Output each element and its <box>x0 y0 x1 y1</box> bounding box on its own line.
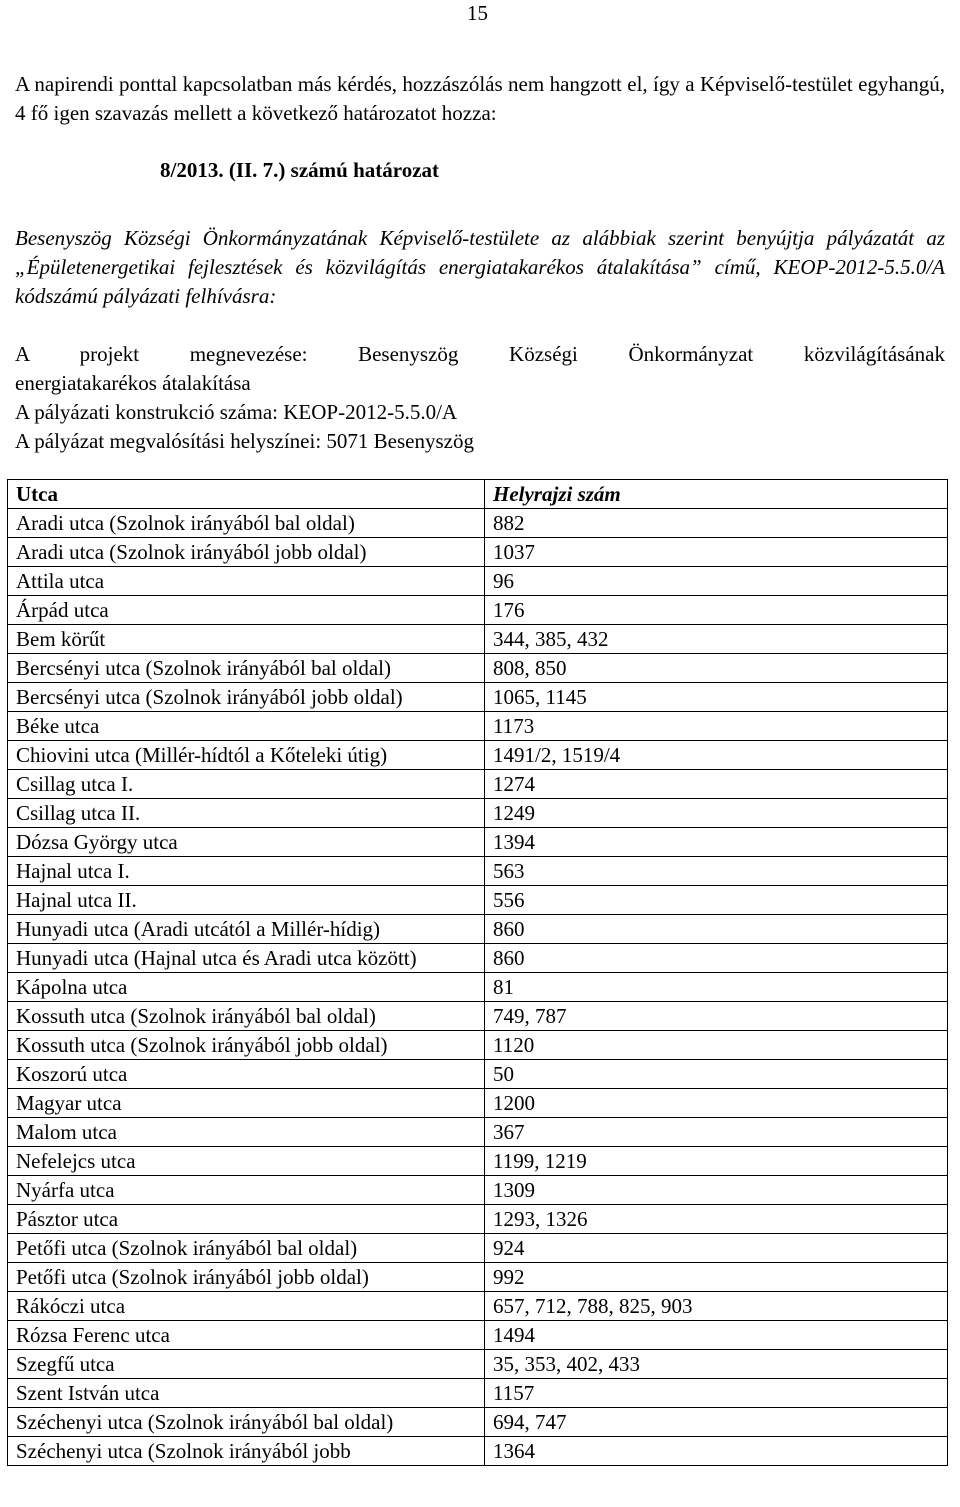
lot-number-cell: 1199, 1219 <box>485 1147 948 1176</box>
implementation-locations: A pályázat megvalósítási helyszínei: 5071 Besenyszög <box>15 429 474 453</box>
lot-number-cell: 860 <box>485 944 948 973</box>
decision-paragraph: Besenyszög Községi Önkormányzatának Képviselő-testülete az alábbiak szerint benyújtja pályázatát az „Épületenergetikai fejlesztések és közvilágítás energiatakarékos átalakítása” című, KEOP-2012-5.5.0/A kódszámú pályázati felhívásra: <box>15 226 945 308</box>
lot-number-cell: 1491/2, 1519/4 <box>485 741 948 770</box>
lot-number-cell: 556 <box>485 886 948 915</box>
lot-number-cell: 81 <box>485 973 948 1002</box>
table-row <box>8 915 948 944</box>
page-number: 15 <box>467 1 488 25</box>
street-name-cell: Koszorú utca <box>8 1060 485 1089</box>
street-name-cell: Bercsényi utca (Szolnok irányából bal oldal) <box>8 654 485 683</box>
construction-number: A pályázati konstrukció száma: KEOP-2012-5.5.0/A <box>15 400 458 424</box>
street-name-cell: Széchenyi utca (Szolnok irányából bal oldal) <box>8 1408 485 1437</box>
table-row <box>8 567 948 596</box>
street-name-cell: Chiovini utca (Millér-hídtól a Kőteleki útig) <box>8 741 485 770</box>
street-name-cell: Kápolna utca <box>8 973 485 1002</box>
table-row <box>8 828 948 857</box>
lot-number-cell: 992 <box>485 1263 948 1292</box>
street-name-cell: Petőfi utca (Szolnok irányából jobb oldal) <box>8 1263 485 1292</box>
table-row <box>8 770 948 799</box>
street-name-cell: Nyárfa utca <box>8 1176 485 1205</box>
intro-paragraph: A napirendi ponttal kapcsolatban más kérdés, hozzászólás nem hangzott el, így a Képviselő-testület egyhangú, 4 fő igen szavazás mellett a következő határozatot hozza: <box>15 72 945 125</box>
street-name-cell: Hajnal utca II. <box>8 886 485 915</box>
lot-number-cell: 1394 <box>485 828 948 857</box>
lot-number-cell: 1309 <box>485 1176 948 1205</box>
table-row <box>8 1321 948 1350</box>
table-row <box>8 944 948 973</box>
table-row <box>8 509 948 538</box>
table-header-row <box>8 480 948 509</box>
table-row <box>8 1437 948 1466</box>
header-lot-number: Helyrajzi szám <box>485 480 948 509</box>
table-body <box>8 509 948 1466</box>
street-name-cell: Rákóczi utca <box>8 1292 485 1321</box>
street-name-cell: Csillag utca I. <box>8 770 485 799</box>
street-name-cell: Magyar utca <box>8 1089 485 1118</box>
lot-number-cell: 176 <box>485 596 948 625</box>
lot-number-cell: 1200 <box>485 1089 948 1118</box>
street-name-cell: Aradi utca (Szolnok irányából bal oldal) <box>8 509 485 538</box>
lot-number-cell: 1065, 1145 <box>485 683 948 712</box>
lot-number-cell: 924 <box>485 1234 948 1263</box>
table-row <box>8 886 948 915</box>
street-name-cell: Rózsa Ferenc utca <box>8 1321 485 1350</box>
streets-table <box>7 479 948 1466</box>
table-row <box>8 857 948 886</box>
lot-number-cell: 1274 <box>485 770 948 799</box>
lot-number-cell: 882 <box>485 509 948 538</box>
lot-number-cell: 694, 747 <box>485 1408 948 1437</box>
lot-number-cell: 563 <box>485 857 948 886</box>
table-row <box>8 1002 948 1031</box>
street-name-cell: Bem körűt <box>8 625 485 654</box>
table-row <box>8 1147 948 1176</box>
lot-number-cell: 749, 787 <box>485 1002 948 1031</box>
table-row <box>8 1350 948 1379</box>
street-name-cell: Hunyadi utca (Aradi utcától a Millér-hídig) <box>8 915 485 944</box>
table-row <box>8 1292 948 1321</box>
lot-number-cell: 860 <box>485 915 948 944</box>
table-row <box>8 538 948 567</box>
lot-number-cell: 367 <box>485 1118 948 1147</box>
street-name-cell: Pásztor utca <box>8 1205 485 1234</box>
street-name-cell: Szegfű utca <box>8 1350 485 1379</box>
lot-number-cell: 344, 385, 432 <box>485 625 948 654</box>
lot-number-cell: 808, 850 <box>485 654 948 683</box>
street-name-cell: Széchenyi utca (Szolnok irányából jobb <box>8 1437 485 1466</box>
street-name-cell: Bercsényi utca (Szolnok irányából jobb oldal) <box>8 683 485 712</box>
street-name-cell: Malom utca <box>8 1118 485 1147</box>
lot-number-cell: 1037 <box>485 538 948 567</box>
table-row <box>8 625 948 654</box>
lot-number-cell: 50 <box>485 1060 948 1089</box>
resolution-title: 8/2013. (II. 7.) számú határozat <box>160 158 440 182</box>
table-row <box>8 741 948 770</box>
table-row <box>8 1031 948 1060</box>
lot-number-cell: 657, 712, 788, 825, 903 <box>485 1292 948 1321</box>
table-row <box>8 1060 948 1089</box>
street-name-cell: Csillag utca II. <box>8 799 485 828</box>
lot-number-cell: 1120 <box>485 1031 948 1060</box>
street-name-cell: Árpád utca <box>8 596 485 625</box>
table-row <box>8 1234 948 1263</box>
street-name-cell: Attila utca <box>8 567 485 596</box>
table-row <box>8 1263 948 1292</box>
project-name-line2: energiatakarékos átalakítása <box>15 371 251 395</box>
street-name-cell: Kossuth utca (Szolnok irányából bal oldal) <box>8 1002 485 1031</box>
lot-number-cell: 1157 <box>485 1379 948 1408</box>
header-street: Utca <box>8 480 485 509</box>
table-row <box>8 1118 948 1147</box>
lot-number-cell: 1173 <box>485 712 948 741</box>
project-name-line1: A projekt megnevezése: Besenyszög Községi Önkormányzat közvilágításának <box>15 342 945 366</box>
street-name-cell: Hunyadi utca (Hajnal utca és Aradi utca között) <box>8 944 485 973</box>
table-row <box>8 973 948 1002</box>
table-row <box>8 1379 948 1408</box>
table-row <box>8 683 948 712</box>
street-name-cell: Aradi utca (Szolnok irányából jobb oldal) <box>8 538 485 567</box>
lot-number-cell: 1293, 1326 <box>485 1205 948 1234</box>
lot-number-cell: 35, 353, 402, 433 <box>485 1350 948 1379</box>
lot-number-cell: 1364 <box>485 1437 948 1466</box>
table-row <box>8 596 948 625</box>
street-name-cell: Dózsa György utca <box>8 828 485 857</box>
lot-number-cell: 1249 <box>485 799 948 828</box>
table-row <box>8 1205 948 1234</box>
table-row <box>8 799 948 828</box>
table-row <box>8 712 948 741</box>
street-name-cell: Szent István utca <box>8 1379 485 1408</box>
street-name-cell: Petőfi utca (Szolnok irányából bal oldal) <box>8 1234 485 1263</box>
street-name-cell: Nefelejcs utca <box>8 1147 485 1176</box>
street-name-cell: Kossuth utca (Szolnok irányából jobb oldal) <box>8 1031 485 1060</box>
table-row <box>8 654 948 683</box>
table-row <box>8 1408 948 1437</box>
table-row <box>8 1089 948 1118</box>
lot-number-cell: 96 <box>485 567 948 596</box>
street-name-cell: Hajnal utca I. <box>8 857 485 886</box>
lot-number-cell: 1494 <box>485 1321 948 1350</box>
table-row <box>8 1176 948 1205</box>
project-details <box>15 340 945 456</box>
street-name-cell: Béke utca <box>8 712 485 741</box>
